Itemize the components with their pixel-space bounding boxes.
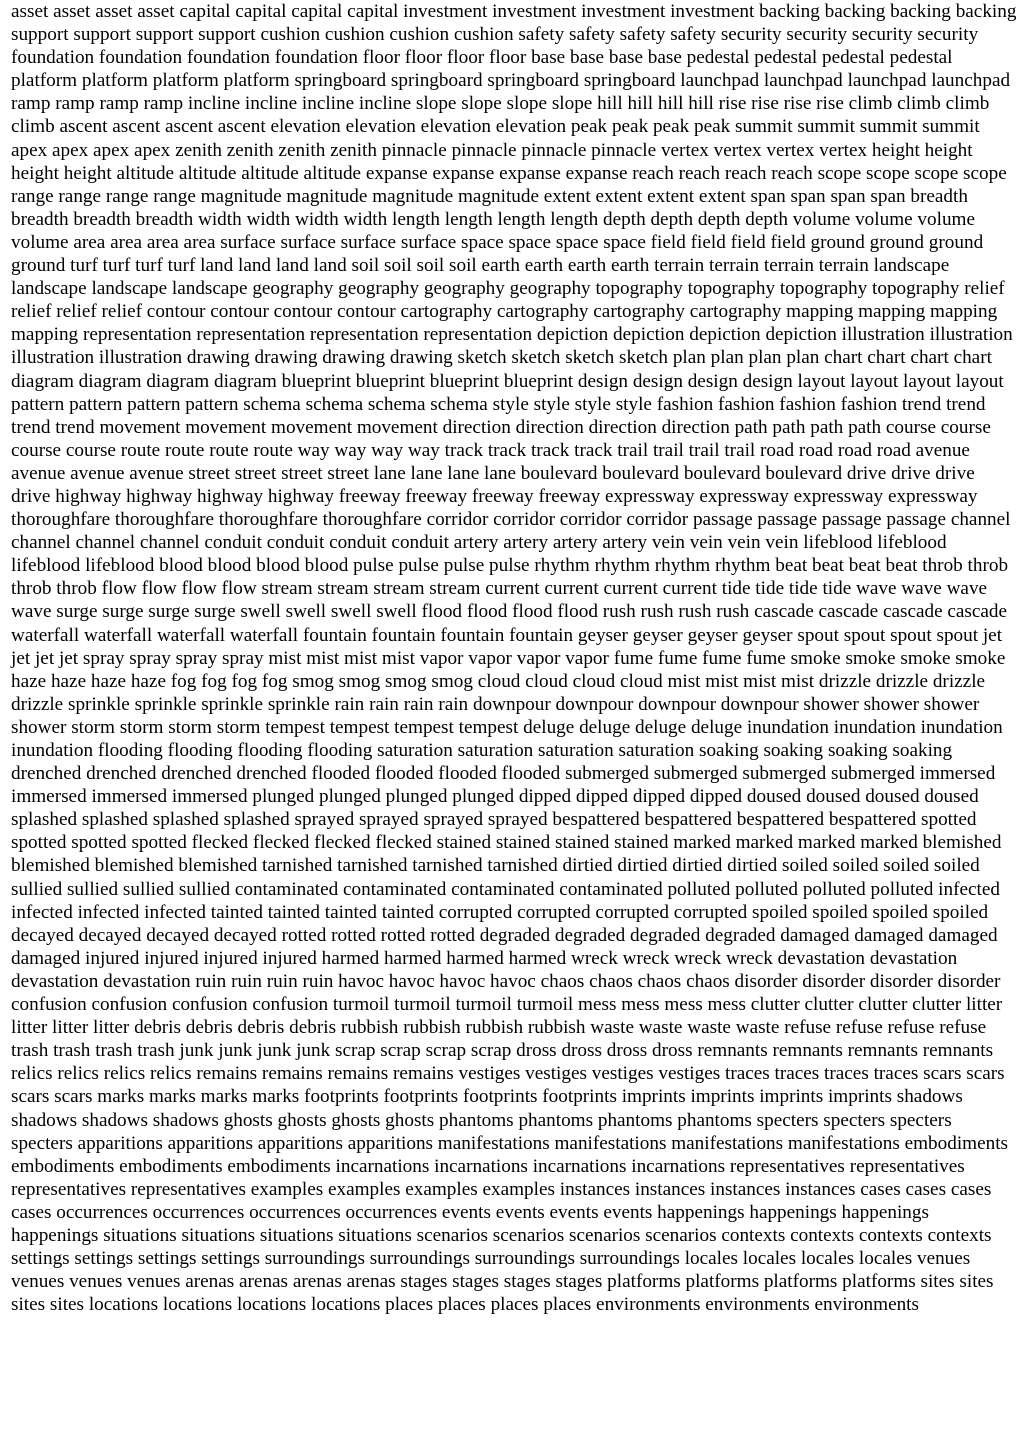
- body-text: asset asset asset asset capital capital capital capital investment investment investment investment backing backing backing backing support support support support cushion cushion cushion cushion safety safety safety safety security security security security foundation foundation foundation foundation floor floor floor floor base base base base pedestal pedestal pedestal pedestal platform platform platform platform springboard springboard springboard springboard launchpad launchpad launchpad launchpad ramp ramp ramp ramp incline incline incline incline slope slope slope slope hill hill hill hill rise rise rise rise climb climb climb climb ascent ascent ascent ascent elevation elevation elevation elevation peak peak peak peak summit summit summit summit apex apex apex apex zenith zenith zenith zenith pinnacle pinnacle pinnacle pinnacle vertex vertex vertex vertex height height height height altitude altitude altitude altitude expanse expanse expanse expanse reach reach reach reach scope scope scope scope range range range range magnitude magnitude magnitude magnitude extent extent extent extent span span span span breadth breadth breadth breadth width width width width length length length length depth depth depth depth volume volume volume volume area area area area surface surface surface surface space space space space field field field field ground ground ground ground turf turf turf turf land land land land soil soil soil soil earth earth earth earth terrain terrain terrain terrain landscape landscape landscape landscape geography geography geography geography topography topography topography topography relief relief relief relief contour contour contour contour cartography cartography cartography cartography mapping mapping mapping mapping representation representation representation representation depiction depiction depiction depiction illustration illustration illustration illustration drawing drawing drawing drawing sketch sketch sketch sketch plan plan plan plan chart chart chart chart diagram diagram diagram diagram blueprint blueprint blueprint blueprint design design design design layout layout layout layout pattern pattern pattern pattern schema schema schema schema style style style style fashion fashion fashion fashion trend trend trend trend movement movement movement movement direction direction direction direction path path path path course course course course route route route route way way way way track track track track trail trail trail trail road road road road avenue avenue avenue avenue street street street street lane lane lane lane boulevard boulevard boulevard boulevard drive drive drive drive highway highway highway highway freeway freeway freeway freeway expressway expressway expressway expressway thoroughfare thoroughfare thoroughfare thoroughfare corridor corridor corridor corridor passage passage passage passage channel channel channel channel conduit conduit conduit conduit artery artery artery artery vein vein vein vein lifeblood lifeblood lifeblood lifeblood blood blood blood blood pulse pulse pulse pulse rhythm rhythm rhythm rhythm beat beat beat beat throb throb throb throb flow flow flow flow stream stream stream stream current current current current tide tide tide tide wave wave wave wave surge surge surge surge swell swell swell swell flood flood flood flood rush rush rush rush cascade cascade cascade cascade waterfall waterfall waterfall waterfall fountain fountain fountain fountain geyser geyser geyser geyser spout spout spout spout jet jet jet jet spray spray spray spray mist mist mist mist vapor vapor vapor vapor fume fume fume fume smoke smoke smoke smoke haze haze haze haze fog fog fog fog smog smog smog smog cloud cloud cloud cloud mist mist mist mist drizzle drizzle drizzle drizzle sprinkle sprinkle sprinkle sprinkle rain rain rain rain downpour downpour downpour downpour shower shower shower shower storm storm storm storm tempest tempest tempest tempest deluge deluge deluge deluge inundation inundation inundation inundation flooding flooding flooding flooding saturation saturation saturation saturation soaking soaking soaking soaking drenched drenched drenched drenched flooded flooded flooded flooded submerged submerged submerged submerged immersed immersed immersed immersed plunged plunged plunged plunged dipped dipped dipped dipped doused doused doused doused splashed splashed splashed splashed sprayed sprayed sprayed sprayed bespattered bespattered bespattered bespattered spotted spotted spotted spotted flecked flecked flecked flecked stained stained stained stained marked marked marked marked blemished blemished blemished blemished tarnished tarnished tarnished tarnished dirtied dirtied dirtied dirtied soiled soiled soiled soiled sullied sullied sullied sullied contaminated contaminated contaminated contaminated polluted polluted polluted polluted infected infected infected infected tainted tainted tainted tainted corrupted corrupted corrupted corrupted spoiled spoiled spoiled spoiled decayed decayed decayed decayed rotted rotted rotted rotted degraded degraded degraded degraded damaged damaged damaged damaged injured injured injured injured harmed harmed harmed harmed wreck wreck wreck wreck devastation devastation devastation devastation ruin ruin ruin ruin havoc havoc havoc havoc chaos chaos chaos chaos disorder disorder disorder disorder confusion confusion confusion confusion turmoil turmoil turmoil turmoil mess mess mess mess clutter clutter clutter clutter litter litter litter litter debris debris debris debris rubbish rubbish rubbish rubbish waste waste waste waste refuse refuse refuse refuse trash trash trash trash junk junk junk junk scrap scrap scrap scrap dross dross dross dross remnants remnants remnants remnants relics relics relics relics remains remains remains remains vestiges vestiges vestiges vestiges traces traces traces traces scars scars scars scars marks marks marks marks footprints footprints footprints footprints imprints imprints imprints imprints shadows shadows shadows shadows ghosts ghosts ghosts ghosts phantoms phantoms phantoms phantoms specters specters specters specters apparitions apparitions apparitions apparitions manifestations manifestations manifestations manifestations embodiments embodiments embodiments embodiments incarnations incarnations incarnations incarnations representatives representatives representatives representatives examples examples examples examples instances instances instances instances cases cases cases cases occurrences occurrences occurrences occurrences events events events events happenings happenings happenings happenings situations situations situations situations scenarios scenarios scenarios scenarios contexts contexts contexts contexts settings settings settings settings surroundings surroundings surroundings surroundings locales locales locales locales venues venues venues venues arenas arenas arenas arenas stages stages stages stages platforms platforms platforms platforms sites sites sites sites locations locations locations locations places places places places environments environments environments: [11, 1, 1017, 1316]
